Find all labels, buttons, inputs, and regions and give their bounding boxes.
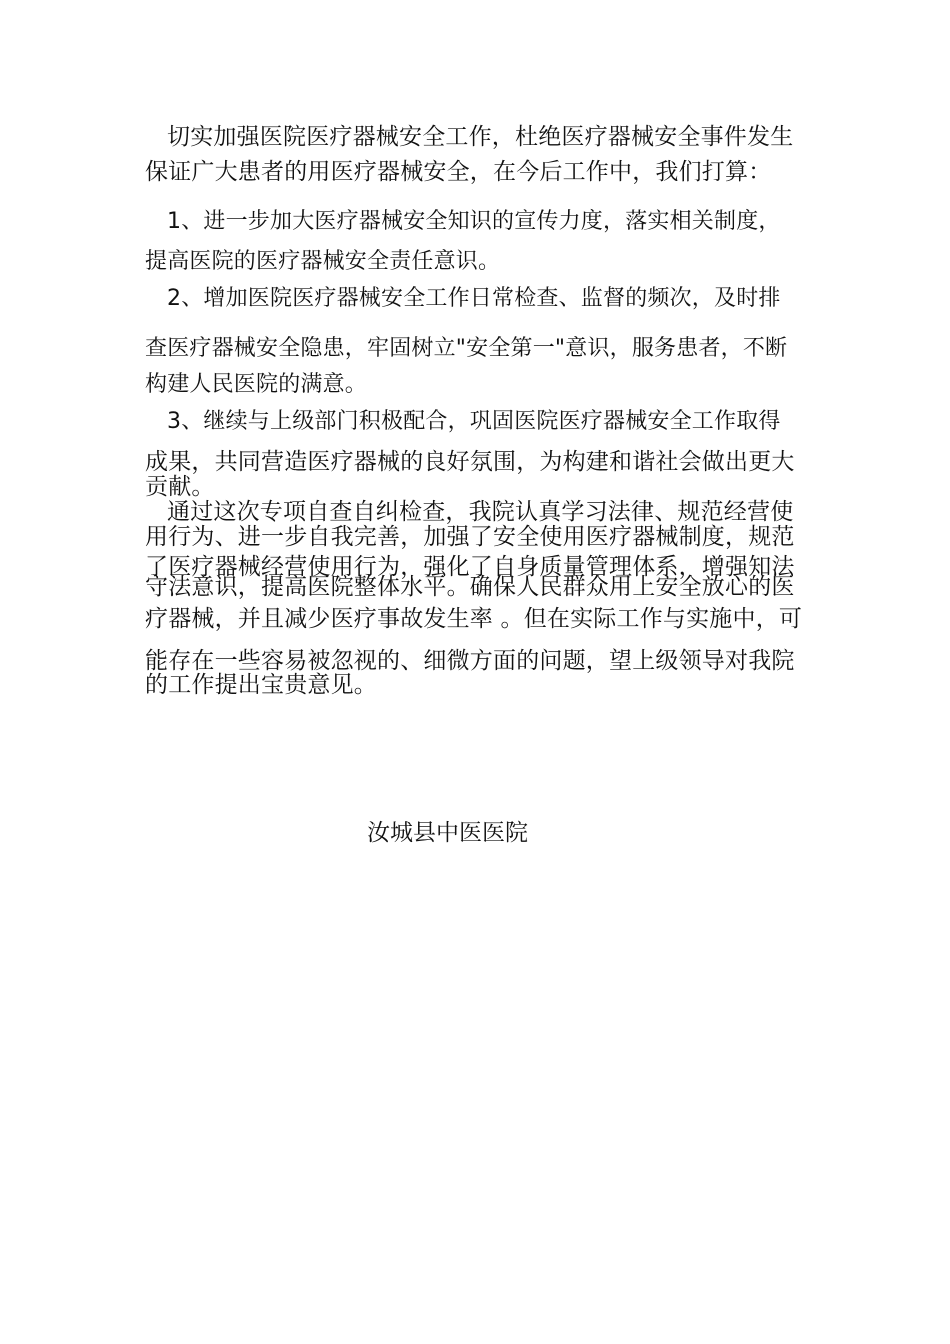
conclusion-line-2: 用行为、进一步自我完善，加强了安全使用医疗器械制度，规范 (145, 524, 795, 550)
item-1-line-2: 提高医院的医疗器械安全责任意识。 (145, 249, 501, 274)
conclusion-line-7: 的工作提出宝贵意见。 (145, 672, 377, 698)
hospital-signature: 汝城县中医医院 (367, 820, 528, 846)
item-2-line-2: 查医疗器械安全隐患，牢固树立"安全第一"意识，服务患者，不断 (145, 336, 788, 361)
conclusion-line-5: 疗器械，并且减少医疗事故发生率 。但在实际工作与实施中，可 (145, 606, 803, 632)
conclusion-line-1: 通过这次专项自查自纠检查，我院认真学习法律、规范经营使 (167, 499, 794, 525)
item-3-line-1: 3、继续与上级部门积极配合，巩固医院医疗器械安全工作取得 (167, 409, 781, 434)
item-3-line-2: 成果，共同营造医疗器械的良好氛围，为构建和谐社会做出更大 (145, 449, 795, 475)
paragraph-intro-line-2: 保证广大患者的用医疗器械安全，在今后工作中，我们打算： (145, 159, 772, 185)
conclusion-line-3: 了医疗器械经营使用行为，强化了自身质量管理体系，增强知法 (145, 554, 795, 580)
item-3-line-3: 贡献。 (145, 474, 215, 500)
item-2-line-3: 构建人民医院的满意。 (145, 372, 368, 397)
item-1-line-1: 1、进一步加大医疗器械安全知识的宣传力度，落实相关制度， (167, 209, 781, 234)
paragraph-intro-line-1: 切实加强医院医疗器械安全工作，杜绝医疗器械安全事件发生 (167, 124, 794, 150)
item-2-line-1: 2、增加医院医疗器械安全工作日常检查、监督的频次，及时排 (167, 286, 781, 311)
conclusion-line-4: 守法意识，提高医院整体水平。确保人民群众用上安全放心的医 (145, 574, 795, 600)
conclusion-line-6: 能存在一些容易被忽视的、细微方面的问题，望上级领导对我院 (145, 648, 795, 674)
